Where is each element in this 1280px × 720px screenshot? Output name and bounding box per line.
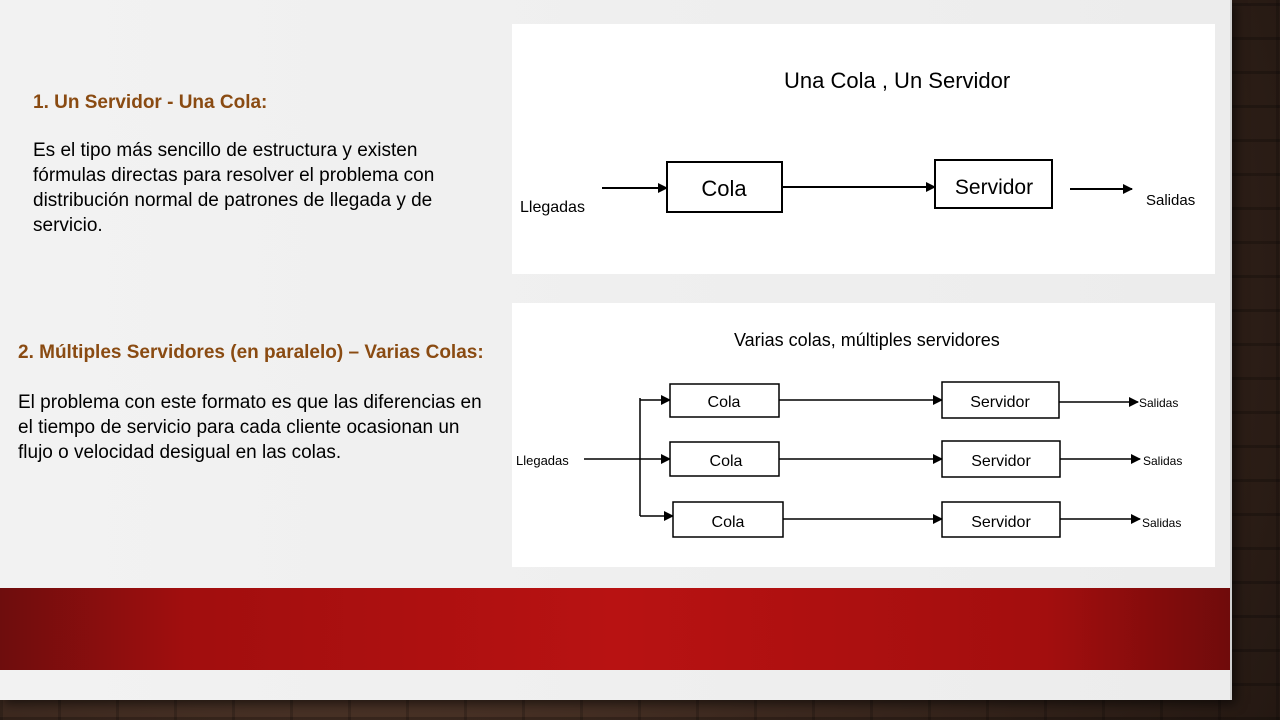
exit-label: Salidas [1142, 516, 1182, 530]
server-label: Servidor [954, 176, 1034, 199]
single-server-diagram [512, 24, 1215, 274]
section-two-text [18, 340, 488, 465]
server-label: Servidor [971, 453, 1031, 470]
diagram-one-arrivals-label: Llegadas [520, 199, 585, 216]
section-one-heading: 1. Un Servidor - Una Cola: [33, 92, 268, 113]
diagram-one-title: Una Cola , Un Servidor [784, 68, 1011, 93]
exit-label: Salidas [1143, 454, 1183, 468]
multiple-servers-diagram [512, 303, 1215, 567]
exit-label: Salidas [1139, 396, 1179, 410]
server-label: Servidor [971, 514, 1031, 531]
section-one-text [33, 90, 483, 238]
queue-label: Cola [709, 453, 743, 470]
diagram-one-exits-label: Salidas [1146, 192, 1196, 209]
section-one-body: Es el tipo más sencillo de estructura y existen fórmulas directas para resolver el problema con distribución normal de patrones de llegada y de servicio. [33, 140, 435, 236]
queue-label: Cola [701, 176, 747, 201]
section-two-heading: 2. Múltiples Servidores (en paralelo) – Varias Colas: [18, 342, 484, 363]
queue-label: Cola [711, 514, 745, 531]
section-two-body: El problema con este formato es que las diferencias en el tiempo de servicio para cada cliente ocasionan un flujo o velocidad desigual en las colas. [18, 392, 482, 463]
queue-label: Cola [707, 394, 741, 411]
footer-bar [0, 588, 1232, 670]
diagram-two-title: Varias colas, múltiples servidores [734, 330, 1000, 350]
diagram-two-arrivals-label: Llegadas [516, 453, 569, 468]
server-label: Servidor [970, 394, 1030, 411]
